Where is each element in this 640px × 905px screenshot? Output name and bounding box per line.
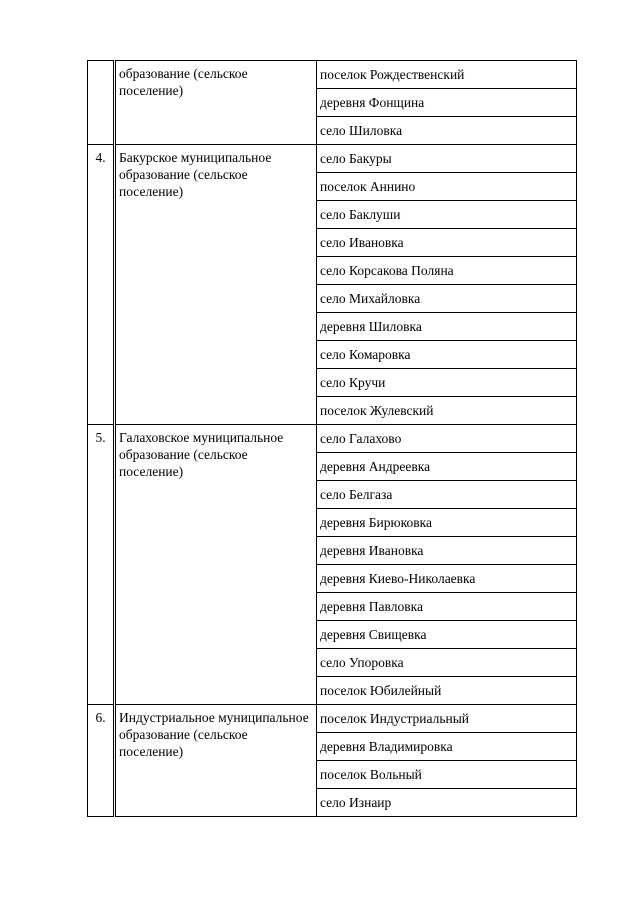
settlement-cell: село Ивановка	[317, 229, 577, 257]
table-row	[88, 61, 577, 89]
settlement-cell: село Кручи	[317, 369, 577, 397]
settlement-cell: село Белгаза	[317, 481, 577, 509]
table-body	[88, 61, 577, 817]
settlement-cell: деревня Шиловка	[317, 313, 577, 341]
settlement-cell: деревня Владимировка	[317, 733, 577, 761]
row-number	[88, 61, 115, 145]
settlement-cell: село Упоровка	[317, 649, 577, 677]
settlement-cell: поселок Юбилейный	[317, 677, 577, 705]
settlement-cell: село Изнаир	[317, 789, 577, 817]
row-number: 5.	[88, 425, 115, 705]
settlement-cell: поселок Рождественский	[317, 61, 577, 89]
table-row	[88, 145, 577, 173]
settlement-cell: поселок Аннино	[317, 173, 577, 201]
row-number: 6.	[88, 705, 115, 817]
settlement-cell: село Баклуши	[317, 201, 577, 229]
settlement-cell: деревня Павловка	[317, 593, 577, 621]
municipality-name: Индустриальное муниципальное образование (сельское поселение)	[115, 705, 317, 817]
table-row	[88, 425, 577, 453]
settlement-cell: деревня Ивановка	[317, 537, 577, 565]
settlement-cell: деревня Свищевка	[317, 621, 577, 649]
settlement-cell: деревня Фонщина	[317, 89, 577, 117]
settlement-cell: деревня Андреевка	[317, 453, 577, 481]
settlement-cell: деревня Бирюковка	[317, 509, 577, 537]
settlements-table	[87, 60, 577, 817]
municipality-name: Бакурское муниципальное образование (сельское поселение)	[115, 145, 317, 425]
settlement-cell: село Михайловка	[317, 285, 577, 313]
row-number: 4.	[88, 145, 115, 425]
settlement-cell: село Комаровка	[317, 341, 577, 369]
settlement-cell: поселок Вольный	[317, 761, 577, 789]
settlement-cell: село Бакуры	[317, 145, 577, 173]
settlement-cell: деревня Киево-Николаевка	[317, 565, 577, 593]
table-row	[88, 705, 577, 733]
municipality-name: образование (сельское поселение)	[115, 61, 317, 145]
settlement-cell: село Галахово	[317, 425, 577, 453]
settlement-cell: поселок Индустриальный	[317, 705, 577, 733]
settlement-cell: село Корсакова Поляна	[317, 257, 577, 285]
settlement-cell: село Шиловка	[317, 117, 577, 145]
settlement-cell: поселок Жулевский	[317, 397, 577, 425]
municipality-name: Галаховское муниципальное образование (сельское поселение)	[115, 425, 317, 705]
